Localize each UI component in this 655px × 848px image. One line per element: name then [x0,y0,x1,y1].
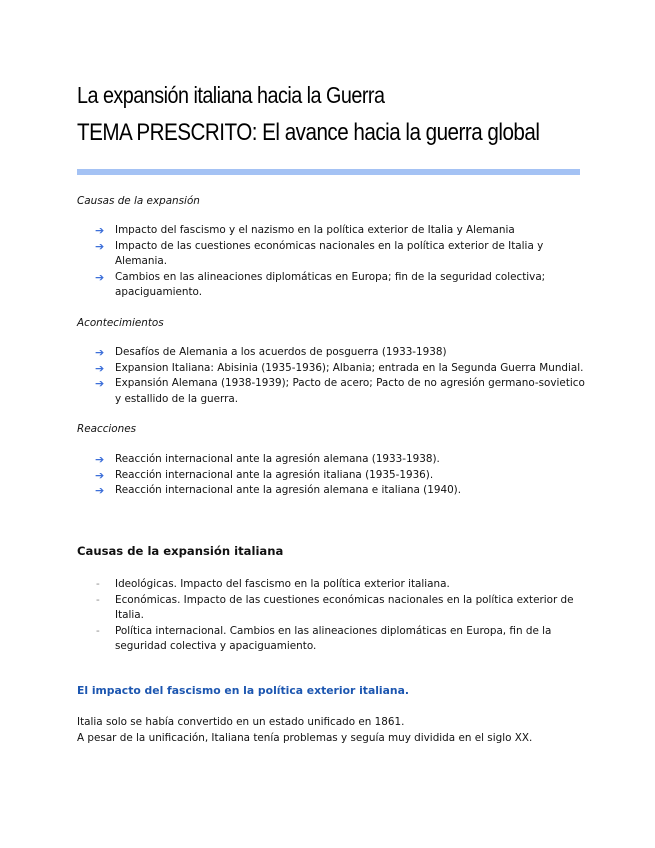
list-item-text: Reacción internacional ante la agresión alemana (1933-1938). [115,453,440,465]
right-arrow-icon: ➔ [95,361,105,375]
list-acontecimientos [95,345,585,407]
list-item [95,361,585,377]
list-item-text: Ideológicas. Impacto del fascismo en la política exterior italiana. [115,578,450,590]
list-item-text: Expansión Alemana (1938-1939); Pacto de acero; Pacto de no agresión germano-sovietico y estallido de la guerra. [115,377,585,405]
list-item-text: Cambios en las alineaciones diplomáticas en Europa; fin de la seguridad colectiva; apaciguamiento. [115,270,546,298]
list-item-text: Reacción internacional ante la agresión alemana e italiana (1940). [115,484,462,496]
dash-bullet: - [96,593,100,606]
right-arrow-icon: ➔ [95,239,105,253]
section-label-reacciones: Reacciones [77,423,137,435]
right-arrow-icon: ➔ [95,224,105,237]
list-item [95,270,585,301]
paragraph: Italia solo se había convertido en un estado unificado en 1861. [77,716,405,728]
right-arrow-icon: ➔ [95,377,105,390]
list-causas-italiana [95,577,585,655]
right-arrow-icon: ➔ [95,484,105,497]
right-arrow-icon: ➔ [95,453,105,466]
list-item-text: Impacto del fascismo y el nazismo en la política exterior de Italia y Alemania [115,224,515,236]
list-item [95,624,585,655]
list-item [95,345,585,361]
list-item-text: Reacción internacional ante la agresión italiana (1935-1936). [115,468,434,481]
dash-bullet: - [96,578,100,590]
list-item-text: Impacto de las cuestiones económicas nacionales en la política exterior de Italia y Alemania. [115,239,544,267]
list-reacciones [95,452,585,499]
section-label-acontecimientos: Acontecimientos [77,317,164,329]
document-title: La expansión italiana hacia la Guerra [77,82,385,108]
paragraph: A pesar de la unificación, Italiana tenía problemas y seguía muy dividida en el siglo XX. [77,732,533,744]
heading-causas-italiana: Causas de la expansión italiana [77,544,284,558]
section-label-causas: Causas de la expansión [77,195,200,207]
list-item-text: Política internacional. Cambios en las alineaciones diplomáticas en Europa, fin de la seguridad colectiva y apaciguamiento. [115,624,552,652]
list-item [95,376,585,407]
right-arrow-icon: ➔ [95,468,105,482]
heading-impacto-fascismo: El impacto del fascismo en la política exterior italiana. [77,684,409,697]
right-arrow-icon: ➔ [95,346,105,359]
list-causas [95,223,585,301]
list-item-text: Expansion Italiana: Abisinia (1935-1936); Albania; entrada en la Segunda Guerra Mundial. [115,361,584,374]
document-subtitle: TEMA PRESCRITO: El avance hacia la guerra global [77,119,540,146]
list-item-text: Desafíos de Alemania a los acuerdos de posguerra (1933-1938) [115,346,447,358]
list-item [95,239,585,270]
list-item [95,468,585,484]
list-item [95,577,585,593]
list-item [95,452,585,468]
right-arrow-icon: ➔ [95,270,105,284]
list-item [95,223,585,239]
list-item [95,593,585,624]
title-accent-bar [77,169,580,175]
list-item [95,483,585,499]
list-item-text: Económicas. Impacto de las cuestiones económicas nacionales en la política exterior de Italia. [115,593,574,621]
dash-bullet: - [96,624,100,637]
